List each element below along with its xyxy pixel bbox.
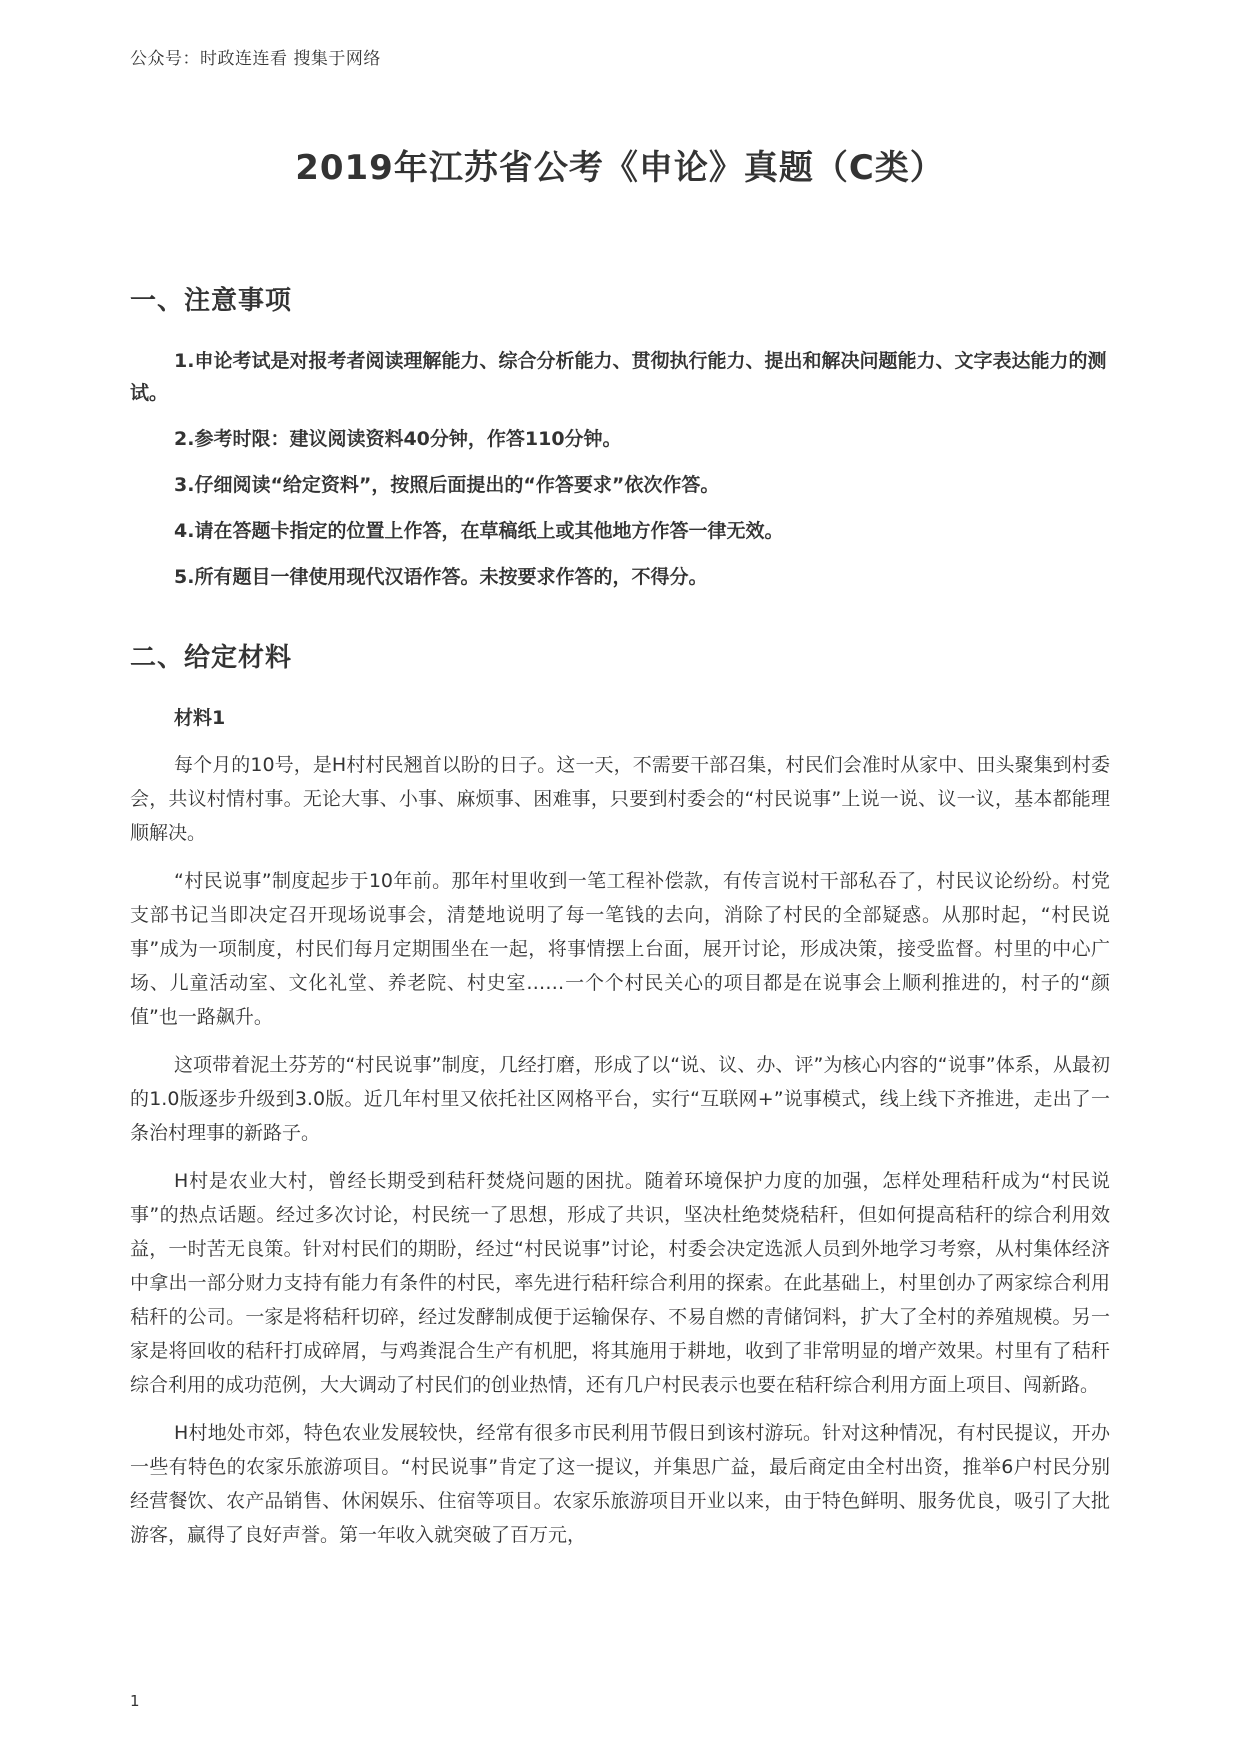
material-label: 材料1 [174,707,226,729]
notice-item: 5.所有题目一律使用现代汉语作答。未按要求作答的，不得分。 [174,566,708,588]
notice-section [130,280,1110,593]
section-heading-notice: 一、注意事项 [130,286,293,316]
material-paragraph: H村地处市郊，特色农业发展较快，经常有很多市民利用节假日到该村游玩。针对这种情况，有村民提议，开办一些有特色的农家乐旅游项目。“村民说事”肯定了这一提议，并集思广益，最后商定由全村出资，推举6户村民分别经营餐饮、农产品销售、休闲娱乐、住宿等项目。农家乐旅游项目开业以来，由于特色鲜明、服务优良，吸引了大批游客，赢得了良好声誉。第一年收入就突破了百万元， [130,1422,1110,1546]
document-title: 2019年江苏省公考《申论》真题（C类） [295,148,945,188]
notice-item: 4.请在答题卡指定的位置上作答，在草稿纸上或其他地方作答一律无效。 [174,520,784,542]
section-heading-materials: 二、给定材料 [130,643,293,673]
notice-item: 2.参考时限：建议阅读资料40分钟，作答110分钟。 [174,428,622,450]
material-paragraph: 这项带着泥土芬芳的“村民说事”制度，几经打磨，形成了以“说、议、办、评”为核心内容的“说事”体系，从最初的1.0版逐步升级到3.0版。近几年村里又依托社区网格平台，实行“互联网+”说事模式，线上线下齐推进，走出了一条治村理事的新路子。 [130,1054,1110,1144]
notice-list [130,345,1110,593]
notice-item: 3.仔细阅读“给定资料”，按照后面提出的“作答要求”依次作答。 [174,474,720,496]
page-number: 1 [130,1692,140,1710]
materials-section [130,637,1110,1552]
notice-item: 1.申论考试是对报考者阅读理解能力、综合分析能力、贯彻执行能力、提出和解决问题能力、文字表达能力的测试。 [130,350,1107,404]
document-body [130,280,1110,1552]
material-paragraph: “村民说事”制度起步于10年前。那年村里收到一笔工程补偿款，有传言说村干部私吞了，村民议论纷纷。村党支部书记当即决定召开现场说事会，清楚地说明了每一笔钱的去向，消除了村民的全部疑惑。从那时起，“村民说事”成为一项制度，村民们每月定期围坐在一起，将事情摆上台面，展开讨论，形成决策，接受监督。村里的中心广场、儿童活动室、文化礼堂、养老院、村史室……一个个村民关心的项目都是在说事会上顺利推进的，村子的“颜值”也一路飙升。 [130,870,1110,1028]
material-paragraph: 每个月的10号，是H村村民翘首以盼的日子。这一天，不需要干部召集，村民们会准时从家中、田头聚集到村委会，共议村情村事。无论大事、小事、麻烦事、困难事，只要到村委会的“村民说事”上说一说、议一议，基本都能理顺解决。 [130,754,1110,844]
header-note: 公众号：时政连连看 搜集于网络 [130,49,381,69]
material-paragraph: H村是农业大村，曾经长期受到秸秆焚烧问题的困扰。随着环境保护力度的加强，怎样处理秸秆成为“村民说事”的热点话题。经过多次讨论，村民统一了思想，形成了共识，坚决杜绝焚烧秸秆，但如何提高秸秆的综合利用效益，一时苦无良策。针对村民们的期盼，经过“村民说事”讨论，村委会决定选派人员到外地学习考察，从村集体经济中拿出一部分财力支持有能力有条件的村民，率先进行秸秆综合利用的探索。在此基础上，村里创办了两家综合利用秸秆的公司。一家是将秸秆切碎，经过发酵制成便于运输保存、不易自燃的青储饲料，扩大了全村的养殖规模。另一家是将回收的秸秆打成碎屑，与鸡粪混合生产有机肥，将其施用于耕地，收到了非常明显的增产效果。村里有了秸秆综合利用的成功范例，大大调动了村民们的创业热情，还有几户村民表示也要在秸秆综合利用方面上项目、闯新路。 [130,1170,1110,1396]
